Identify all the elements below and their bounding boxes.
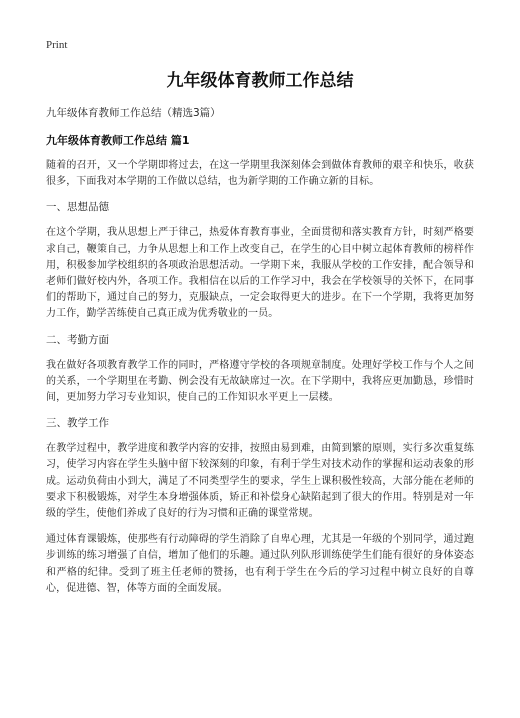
teaching-paragraph-1: 在教学过程中，教学进度和教学内容的安排，按照由易到难，由简到繁的原则，实行多次重复练习，使学习内容在学生头脑中留下较深刻的印象，有利于学生对技术动作的掌握和运动表象的形成。运动负荷由小到大，满足了不同类型学生的要求，学生上课积极性较高，大部分能在老师的要求下积极锻炼，对学生本身增强体质，矫正和补偿身心缺陷起到了很大的作用。特别是对一年级的学生，使他们养成了良好的行为习惯和正确的课堂常规。 <box>46 443 474 520</box>
article-title: 九年级体育教师工作总结 篇1 <box>46 134 190 147</box>
section-heading-ideology: 一、思想品德 <box>46 201 109 214</box>
print-link[interactable]: Print <box>46 39 68 51</box>
ideology-paragraph: 在这个学期，我从思想上严于律己，热爱体育教育事业，全面贯彻和落实教育方针，时刻严格要求自己，鞭策自己，力争从思想上和工作上改变自己，在学生的心目中树立起体育教师的榜样作用，积极参加学校组织的各项政治思想活动。一学期下来，我服从学校的工作安排，配合领导和老师们做好校内外，各项工作。我相信在以后的工作学习中，我会在学校领导的关怀下，在同事们的帮助下，通过自己的努力，克服缺点，一定会取得更大的进步。在下一个学期，我将更加努力工作，勤学苦练使自己真正成为优秀敬业的一员。 <box>46 227 474 320</box>
section-heading-attendance: 二、考勤方面 <box>46 333 109 346</box>
document-subtitle: 九年级体育教师工作总结（精选3篇） <box>46 107 221 119</box>
section-heading-teaching: 三、教学工作 <box>46 417 109 430</box>
page-title: 九年级体育教师工作总结 <box>166 71 354 91</box>
teaching-paragraph-2: 通过体育课锻炼，使那些有行动障碍的学生消除了自卑心理，尤其是一年级的个别同学，通过跑步训练的练习增强了自信，增加了他们的乐趣。通过队列队形训练使学生们能有很好的身体姿态和严格的纪律。受到了班主任老师的赞扬，也有利于学生在今后的学习过程中树立良好的自尊心，促进德、智，体等方面的全面发展。 <box>46 534 474 594</box>
intro-paragraph: 随着的召开，又一个学期即将过去，在这一学期里我深刻体会到做体育教师的艰辛和快乐，收获很多，下面我对本学期的工作做以总结，也为新学期的工作确立新的目标。 <box>46 160 474 188</box>
attendance-paragraph: 我在做好各项教育教学工作的同时，严格遵守学校的各项规章制度。处理好学校工作与个人之间的关系，一个学期里在考勤、例会没有无故缺席过一次。在下学期中，我将应更加勤恳，珍惜时间，更加努力学习专业知识，使自己的工作知识水平更上一层楼。 <box>46 359 474 404</box>
